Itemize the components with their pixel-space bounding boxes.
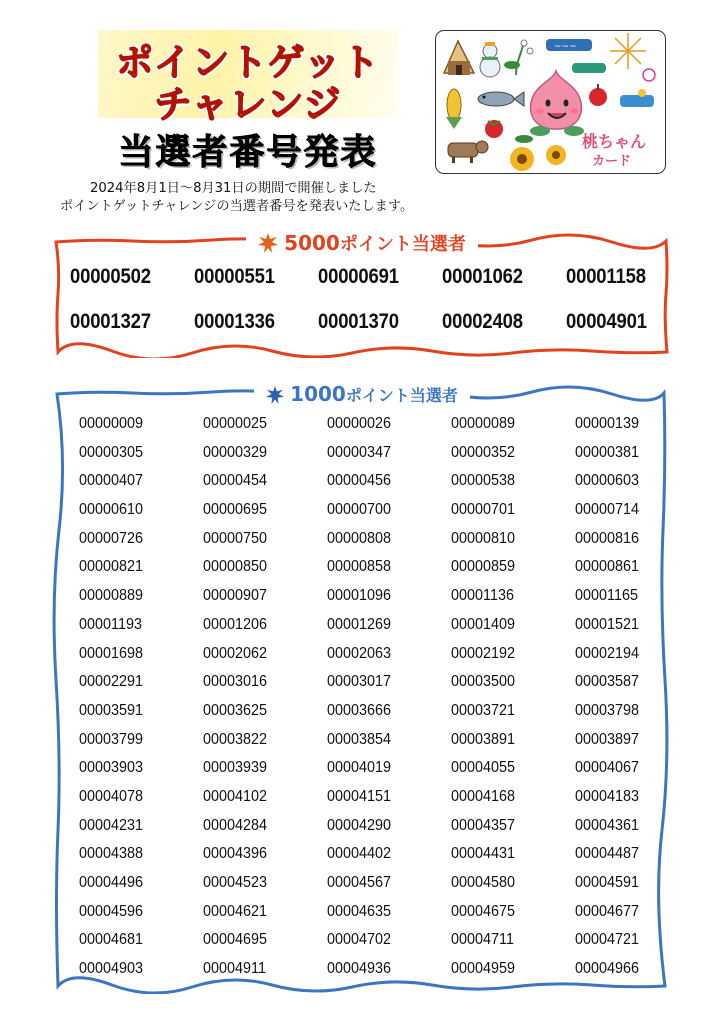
- winner-number: 00000700: [327, 501, 392, 519]
- winner-number: 00001206: [203, 615, 268, 633]
- intro-text: [60, 180, 413, 216]
- winner-number: 00004290: [327, 816, 392, 834]
- winner-number: 00004231: [79, 816, 144, 834]
- winner-number: 00004580: [451, 874, 516, 891]
- winner-number: 00000502: [70, 265, 151, 288]
- prize-1000-points: 1000: [290, 382, 346, 406]
- winner-number: 00004523: [203, 874, 268, 891]
- winner-number: 00004361: [575, 816, 640, 834]
- prize-1000-heading: [52, 382, 672, 406]
- winner-number: 00004357: [451, 816, 516, 834]
- winner-number: 00003891: [451, 730, 516, 748]
- carp-streamer-icon: [546, 39, 606, 73]
- winner-number: 00000821: [79, 558, 144, 576]
- winner-number: 00003500: [451, 673, 516, 691]
- winner-number: 00001136: [451, 587, 514, 605]
- winner-number: 00000907: [203, 587, 268, 605]
- winner-number: 00004702: [327, 931, 392, 949]
- card-brand-line-2: カード: [592, 154, 632, 169]
- peach-mascot-icon: [530, 71, 584, 136]
- winner-number: 00002063: [327, 644, 392, 662]
- winner-number: 00004959: [451, 960, 516, 978]
- winner-number: 00002408: [442, 310, 523, 333]
- winner-number: 00000025: [203, 415, 268, 432]
- snowman-icon: [480, 42, 500, 77]
- winner-number: 00002062: [203, 644, 268, 662]
- title-line-2: チャレンジ: [154, 83, 342, 126]
- winner-number: 00004168: [451, 787, 516, 805]
- lily-icon: [504, 40, 533, 75]
- star-burst-icon: [258, 233, 278, 253]
- winner-number: 00001062: [442, 265, 523, 288]
- fish-icon: [478, 92, 524, 106]
- winner-number: 00000026: [327, 415, 392, 432]
- winner-number: 00004183: [575, 787, 640, 805]
- winner-number: 00000850: [203, 558, 268, 576]
- winner-number: 00003591: [79, 701, 144, 719]
- cow-icon: [448, 141, 488, 163]
- winner-number: 00000603: [575, 472, 640, 490]
- intro-line-1: 2024年8月1日～8月31日の期間で開催しました: [90, 181, 377, 196]
- winner-number: 00004711: [451, 931, 514, 949]
- winner-number: 00004102: [203, 787, 268, 805]
- winner-number: 00004388: [79, 845, 144, 863]
- winner-number: 00000750: [203, 529, 268, 547]
- winner-number: 00004019: [327, 759, 392, 777]
- winner-number: 00004567: [327, 874, 392, 891]
- intro-line-2: ポイントゲットチャレンジの当選者番号を発表いたします。: [60, 199, 414, 214]
- winner-number: 00001698: [79, 644, 144, 662]
- prize-5000-heading: [52, 230, 672, 256]
- winner-number: 00004695: [203, 931, 268, 949]
- winner-number: 00000810: [451, 529, 516, 547]
- prize-5000-number-grid: [70, 254, 690, 344]
- winner-number: 00002192: [451, 644, 516, 662]
- winner-number: 00001409: [451, 615, 516, 633]
- winner-number: 00004677: [575, 902, 640, 920]
- title-banner: [98, 30, 398, 126]
- leaf-icon: [515, 135, 533, 143]
- winner-number: 00004151: [327, 787, 392, 805]
- winner-number: 00004402: [327, 845, 392, 863]
- card-brand-line-1: 桃ちゃん: [582, 132, 647, 151]
- winner-number: 00004675: [451, 902, 516, 920]
- winner-number: 00000089: [451, 415, 516, 432]
- winner-number: 00000139: [575, 415, 640, 432]
- winner-number: 00000695: [203, 501, 268, 519]
- winner-number: 00003016: [203, 673, 268, 691]
- winner-number: 00003897: [575, 730, 640, 748]
- winner-number: 00001327: [70, 310, 151, 333]
- winner-number: 00004078: [79, 787, 144, 805]
- sunflower-icon: [510, 145, 566, 171]
- prize-1000-section: [52, 380, 672, 994]
- winner-number: 00003721: [451, 701, 516, 719]
- star-burst-icon: [266, 386, 284, 404]
- winner-number: 00001336: [194, 310, 275, 333]
- winner-number: 00001521: [575, 615, 640, 633]
- winner-number: 00004903: [79, 960, 144, 978]
- winner-number: 00000352: [451, 443, 516, 461]
- winner-number: 00003854: [327, 730, 392, 748]
- prize-5000-section: [52, 230, 672, 358]
- winner-number: 00000551: [194, 265, 275, 288]
- winner-number: 00000305: [79, 443, 144, 461]
- winner-number: 00000456: [327, 472, 392, 490]
- winner-number: 00004621: [203, 902, 268, 920]
- winner-number: 00000861: [575, 558, 640, 576]
- winner-number: 00004431: [451, 845, 516, 863]
- page-subtitle: 当選者番号発表: [118, 132, 378, 173]
- winner-number: 00004055: [451, 759, 516, 777]
- winner-number: 00004721: [575, 931, 640, 949]
- winner-number: 00000347: [327, 443, 392, 461]
- winner-number: 00000889: [79, 587, 144, 605]
- winner-number: 00003798: [575, 701, 640, 719]
- momo-card-image: [435, 30, 666, 174]
- winner-number: 00003939: [203, 759, 268, 777]
- winner-number: 00000454: [203, 472, 268, 490]
- winner-number: 00000381: [575, 443, 640, 461]
- winner-number: 00000610: [79, 501, 144, 519]
- firework-icon: [610, 33, 655, 81]
- winner-number: 00000701: [451, 501, 516, 519]
- winner-number: 00004936: [327, 960, 392, 978]
- winner-number: 00001370: [318, 310, 399, 333]
- winner-number: 00001158: [566, 265, 646, 288]
- winner-number: 00004635: [327, 902, 392, 920]
- corn-icon: [446, 89, 462, 129]
- winner-number: 00000329: [203, 443, 268, 461]
- winner-number: 00003625: [203, 701, 268, 719]
- winner-number: 00001269: [327, 615, 392, 633]
- winner-number: 00000816: [575, 529, 640, 547]
- winner-number: 00000714: [575, 501, 640, 519]
- winner-number: 00003822: [203, 730, 268, 748]
- winner-number: 00004284: [203, 816, 268, 834]
- winner-number: 00000538: [451, 472, 516, 490]
- winner-number: 00000858: [327, 558, 392, 576]
- apple-icon: [589, 84, 607, 106]
- sea-icon: [620, 89, 654, 107]
- winner-number: 00002194: [575, 644, 640, 662]
- prize-5000-label: ポイント当選者: [339, 234, 466, 255]
- winner-number: 00003587: [575, 673, 640, 691]
- winner-number: 00004067: [575, 759, 640, 777]
- winner-number: 00003017: [327, 673, 392, 691]
- winner-number: 00000691: [318, 265, 399, 288]
- winner-number: 00002291: [79, 673, 144, 691]
- winner-number: 00000808: [327, 529, 392, 547]
- winner-number: 00004966: [575, 960, 640, 978]
- tomato-icon: [485, 120, 503, 138]
- winner-number: 00003903: [79, 759, 144, 777]
- winner-number: 00004591: [575, 874, 640, 891]
- winner-number: 00000726: [79, 529, 144, 547]
- winner-number: 00001165: [575, 587, 638, 605]
- house-icon: [444, 41, 474, 75]
- prize-1000-label: ポイント当選者: [345, 386, 458, 405]
- svg-text:~~~: ~~~: [554, 42, 577, 52]
- winner-number: 00003799: [79, 730, 144, 748]
- title-line-1: ポイントゲット: [116, 41, 380, 84]
- winner-number: 00000407: [79, 472, 144, 490]
- prize-1000-number-grid: [79, 410, 699, 984]
- winner-number: 00004901: [566, 310, 647, 333]
- winner-number: 00004496: [79, 874, 144, 891]
- winner-number: 00001096: [327, 587, 392, 605]
- prize-5000-points: 5000: [284, 231, 340, 255]
- winner-number: 00004596: [79, 902, 144, 920]
- winner-number: 00003666: [327, 701, 392, 719]
- winner-number: 00000009: [79, 415, 144, 432]
- winner-number: 00004681: [79, 931, 144, 949]
- winner-number: 00004396: [203, 845, 268, 863]
- winner-number: 00004911: [203, 960, 266, 978]
- winner-number: 00001193: [79, 615, 142, 633]
- winner-number: 00004487: [575, 845, 640, 863]
- winner-number: 00000859: [451, 558, 516, 576]
